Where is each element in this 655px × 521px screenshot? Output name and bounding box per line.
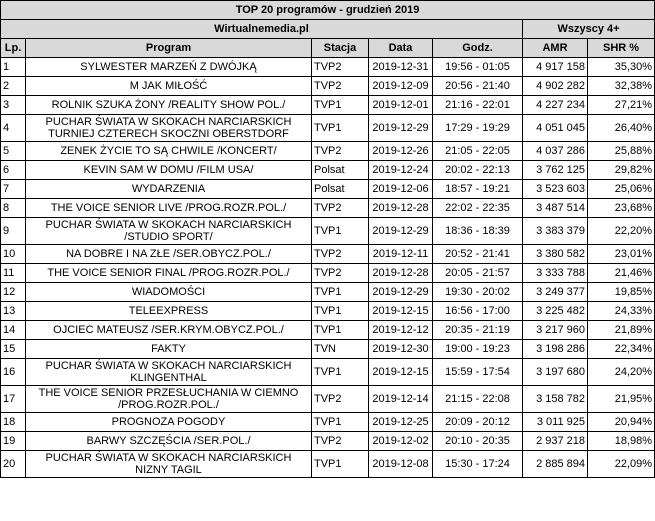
- cell-shr: 22,09%: [588, 451, 655, 478]
- cell-stacja: TVP2: [312, 245, 369, 264]
- cell-data: 2019-12-29: [369, 283, 433, 302]
- cell-shr: 19,85%: [588, 283, 655, 302]
- cell-godz: 17:29 - 19:29: [433, 115, 523, 142]
- table-row: [1, 245, 655, 264]
- cell-lp: 4: [1, 115, 26, 142]
- cell-data: 2019-12-11: [369, 245, 433, 264]
- cell-amr: 2 937 218: [523, 432, 588, 451]
- cell-shr: 27,21%: [588, 96, 655, 115]
- cell-data: 2019-12-14: [369, 386, 433, 413]
- col-header-program: Program: [26, 39, 312, 58]
- cell-lp: 15: [1, 340, 26, 359]
- cell-godz: 20:02 - 22:13: [433, 161, 523, 180]
- table-row: [1, 142, 655, 161]
- cell-amr: 4 227 234: [523, 96, 588, 115]
- cell-godz: 21:16 - 22:01: [433, 96, 523, 115]
- cell-stacja: Polsat: [312, 161, 369, 180]
- cell-program: KEVIN SAM W DOMU /FILM USA/: [26, 161, 312, 180]
- cell-program: FAKTY: [26, 340, 312, 359]
- cell-program: TELEEXPRESS: [26, 302, 312, 321]
- cell-amr: 3 249 377: [523, 283, 588, 302]
- table-row: [1, 161, 655, 180]
- cell-shr: 21,46%: [588, 264, 655, 283]
- cell-stacja: TVN: [312, 340, 369, 359]
- cell-shr: 21,89%: [588, 321, 655, 340]
- table-row: [1, 432, 655, 451]
- cell-program: PUCHAR ŚWIATA W SKOKACH NARCIARSKICH NIZNY TAGIL: [26, 451, 312, 478]
- cell-program: THE VOICE SENIOR PRZESŁUCHANIA W CIEMNO /PROG.ROZR.POL./: [26, 386, 312, 413]
- cell-program: WIADOMOŚCI: [26, 283, 312, 302]
- cell-godz: 19:00 - 19:23: [433, 340, 523, 359]
- cell-program: SYLWESTER MARZEŃ Z DWÓJKĄ: [26, 58, 312, 77]
- cell-stacja: TVP1: [312, 96, 369, 115]
- col-header-stacja: Stacja: [312, 39, 369, 58]
- cell-stacja: TVP2: [312, 386, 369, 413]
- cell-shr: 21,95%: [588, 386, 655, 413]
- cell-amr: 3 198 286: [523, 340, 588, 359]
- cell-amr: 3 523 603: [523, 180, 588, 199]
- table-row: [1, 264, 655, 283]
- table-row: [1, 451, 655, 478]
- cell-shr: 23,01%: [588, 245, 655, 264]
- cell-amr: 3 380 582: [523, 245, 588, 264]
- cell-shr: 22,20%: [588, 218, 655, 245]
- table-row: [1, 340, 655, 359]
- cell-data: 2019-12-15: [369, 359, 433, 386]
- cell-shr: 24,20%: [588, 359, 655, 386]
- cell-shr: 26,40%: [588, 115, 655, 142]
- cell-lp: 6: [1, 161, 26, 180]
- cell-lp: 3: [1, 96, 26, 115]
- cell-data: 2019-12-29: [369, 218, 433, 245]
- cell-program: NA DOBRE I NA ZŁE /SER.OBYCZ.POL./: [26, 245, 312, 264]
- cell-shr: 23,68%: [588, 199, 655, 218]
- cell-program: PUCHAR ŚWIATA W SKOKACH NARCIARSKICH /STUDIO SPORT/: [26, 218, 312, 245]
- cell-data: 2019-12-06: [369, 180, 433, 199]
- cell-godz: 20:56 - 21:40: [433, 77, 523, 96]
- cell-lp: 19: [1, 432, 26, 451]
- table-row: [1, 359, 655, 386]
- col-header-amr: AMR: [523, 39, 588, 58]
- col-header-data: Data: [369, 39, 433, 58]
- cell-lp: 11: [1, 264, 26, 283]
- cell-stacja: TVP1: [312, 283, 369, 302]
- table-row: [1, 115, 655, 142]
- col-header-lp: Lp.: [1, 39, 26, 58]
- cell-stacja: TVP2: [312, 264, 369, 283]
- table-row: [1, 302, 655, 321]
- cell-program: BARWY SZCZĘŚCIA /SER.POL./: [26, 432, 312, 451]
- cell-program: OJCIEC MATEUSZ /SER.KRYM.OBYCZ.POL./: [26, 321, 312, 340]
- cell-godz: 19:30 - 20:02: [433, 283, 523, 302]
- cell-data: 2019-12-28: [369, 264, 433, 283]
- cell-lp: 16: [1, 359, 26, 386]
- cell-lp: 20: [1, 451, 26, 478]
- cell-godz: 19:56 - 01:05: [433, 58, 523, 77]
- cell-godz: 21:15 - 22:08: [433, 386, 523, 413]
- cell-program: M JAK MIŁOŚĆ: [26, 77, 312, 96]
- cell-stacja: TVP2: [312, 142, 369, 161]
- audience-group-header: Wszyscy 4+: [523, 20, 655, 39]
- cell-godz: 18:36 - 18:39: [433, 218, 523, 245]
- table-row: [1, 77, 655, 96]
- cell-amr: 3 011 925: [523, 413, 588, 432]
- cell-amr: 3 762 125: [523, 161, 588, 180]
- cell-stacja: TVP2: [312, 199, 369, 218]
- cell-lp: 17: [1, 386, 26, 413]
- cell-stacja: TVP2: [312, 58, 369, 77]
- cell-stacja: TVP2: [312, 432, 369, 451]
- table-row: [1, 283, 655, 302]
- table-row: [1, 58, 655, 77]
- cell-stacja: Polsat: [312, 180, 369, 199]
- cell-stacja: TVP1: [312, 321, 369, 340]
- cell-godz: 18:57 - 19:21: [433, 180, 523, 199]
- cell-lp: 18: [1, 413, 26, 432]
- cell-stacja: TVP1: [312, 218, 369, 245]
- table-row: [1, 413, 655, 432]
- cell-godz: 16:56 - 17:00: [433, 302, 523, 321]
- cell-amr: 4 051 045: [523, 115, 588, 142]
- cell-lp: 2: [1, 77, 26, 96]
- cell-amr: 3 333 788: [523, 264, 588, 283]
- cell-data: 2019-12-02: [369, 432, 433, 451]
- cell-program: WYDARZENIA: [26, 180, 312, 199]
- cell-amr: 3 158 782: [523, 386, 588, 413]
- cell-amr: 3 383 379: [523, 218, 588, 245]
- cell-data: 2019-12-12: [369, 321, 433, 340]
- cell-godz: 22:02 - 22:35: [433, 199, 523, 218]
- cell-amr: 4 902 282: [523, 77, 588, 96]
- cell-amr: 3 225 482: [523, 302, 588, 321]
- cell-shr: 25,06%: [588, 180, 655, 199]
- cell-lp: 13: [1, 302, 26, 321]
- table-row: [1, 218, 655, 245]
- cell-lp: 9: [1, 218, 26, 245]
- cell-amr: 2 885 894: [523, 451, 588, 478]
- cell-godz: 21:05 - 22:05: [433, 142, 523, 161]
- table-row: [1, 199, 655, 218]
- cell-stacja: TVP1: [312, 413, 369, 432]
- cell-data: 2019-12-08: [369, 451, 433, 478]
- cell-program: ROLNIK SZUKA ŻONY /REALITY SHOW POL./: [26, 96, 312, 115]
- cell-amr: 3 487 514: [523, 199, 588, 218]
- cell-stacja: TVP2: [312, 77, 369, 96]
- cell-shr: 32,38%: [588, 77, 655, 96]
- table-row: [1, 321, 655, 340]
- cell-amr: 3 197 680: [523, 359, 588, 386]
- table-row: [1, 386, 655, 413]
- cell-godz: 20:10 - 20:35: [433, 432, 523, 451]
- col-header-shr: SHR %: [588, 39, 655, 58]
- cell-program: PUCHAR ŚWIATA W SKOKACH NARCIARSKICH KLINGENTHAL: [26, 359, 312, 386]
- cell-shr: 20,94%: [588, 413, 655, 432]
- cell-data: 2019-12-31: [369, 58, 433, 77]
- cell-godz: 15:30 - 17:24: [433, 451, 523, 478]
- cell-godz: 20:05 - 21:57: [433, 264, 523, 283]
- cell-shr: 35,30%: [588, 58, 655, 77]
- table-row: [1, 180, 655, 199]
- cell-godz: 20:52 - 21:41: [433, 245, 523, 264]
- cell-program: THE VOICE SENIOR FINAL /PROG.ROZR.POL./: [26, 264, 312, 283]
- cell-shr: 18,98%: [588, 432, 655, 451]
- cell-program: ZENEK ŻYCIE TO SĄ CHWILE /KONCERT/: [26, 142, 312, 161]
- cell-shr: 29,82%: [588, 161, 655, 180]
- cell-godz: 15:59 - 17:54: [433, 359, 523, 386]
- source-header: Wirtualnemedia.pl: [1, 20, 523, 39]
- cell-lp: 7: [1, 180, 26, 199]
- cell-lp: 8: [1, 199, 26, 218]
- cell-lp: 12: [1, 283, 26, 302]
- cell-data: 2019-12-15: [369, 302, 433, 321]
- cell-stacja: TVP1: [312, 115, 369, 142]
- table-title: TOP 20 programów - grudzień 2019: [1, 1, 655, 20]
- cell-data: 2019-12-29: [369, 115, 433, 142]
- cell-shr: 25,88%: [588, 142, 655, 161]
- cell-stacja: TVP1: [312, 451, 369, 478]
- table-row: [1, 96, 655, 115]
- cell-data: 2019-12-25: [369, 413, 433, 432]
- cell-amr: 3 217 960: [523, 321, 588, 340]
- cell-godz: 20:09 - 20:12: [433, 413, 523, 432]
- cell-amr: 4 917 158: [523, 58, 588, 77]
- cell-data: 2019-12-24: [369, 161, 433, 180]
- cell-data: 2019-12-26: [369, 142, 433, 161]
- cell-data: 2019-12-01: [369, 96, 433, 115]
- cell-program: PUCHAR ŚWIATA W SKOKACH NARCIARSKICH TURNIEJ CZTERECH SKOCZNI OBERSTDORF: [26, 115, 312, 142]
- cell-shr: 22,34%: [588, 340, 655, 359]
- cell-data: 2019-12-30: [369, 340, 433, 359]
- cell-lp: 14: [1, 321, 26, 340]
- cell-program: THE VOICE SENIOR LIVE /PROG.ROZR.POL./: [26, 199, 312, 218]
- col-header-godz: Godz.: [433, 39, 523, 58]
- cell-data: 2019-12-28: [369, 199, 433, 218]
- cell-data: 2019-12-09: [369, 77, 433, 96]
- cell-stacja: TVP1: [312, 359, 369, 386]
- cell-lp: 1: [1, 58, 26, 77]
- cell-program: PROGNOZA POGODY: [26, 413, 312, 432]
- cell-lp: 10: [1, 245, 26, 264]
- cell-shr: 24,33%: [588, 302, 655, 321]
- cell-lp: 5: [1, 142, 26, 161]
- cell-stacja: TVP1: [312, 302, 369, 321]
- cell-amr: 4 037 286: [523, 142, 588, 161]
- cell-godz: 20:35 - 21:19: [433, 321, 523, 340]
